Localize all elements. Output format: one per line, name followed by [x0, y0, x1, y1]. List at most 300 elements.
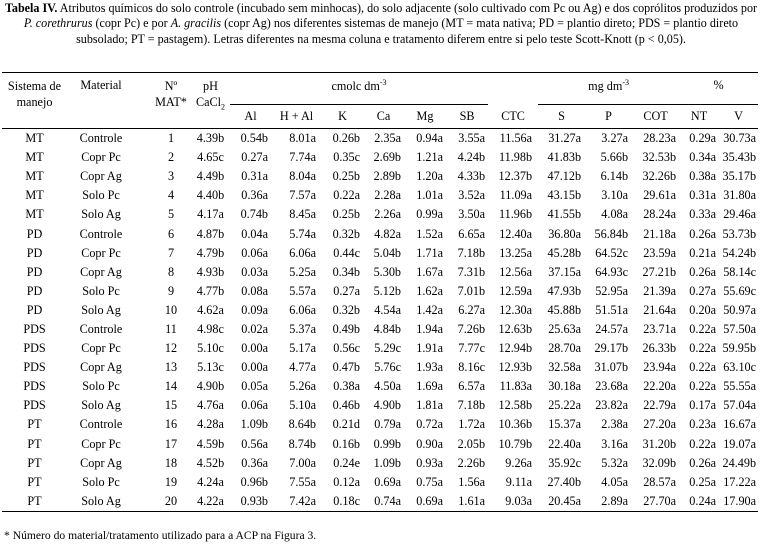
- cell-cot: 23.59a: [643, 245, 677, 260]
- cell-mg: 1.20a: [416, 169, 443, 184]
- cell-nmat: 17: [164, 436, 178, 451]
- cell-p: 2.38a: [601, 417, 629, 432]
- cell-mg: 0.75a: [416, 474, 443, 489]
- header-ph-sub: 2: [221, 102, 226, 112]
- cell-s: 28.70a: [548, 341, 582, 356]
- cell-nt: 0.17a: [689, 398, 717, 413]
- cell-material: Solo Ag: [81, 302, 121, 317]
- cell-mg: 0.69a: [404, 492, 446, 512]
- table-row: [2, 377, 758, 396]
- cell-sistema: PT: [2, 492, 67, 512]
- cell-sistema: PD: [26, 283, 43, 298]
- table-row: [2, 148, 758, 167]
- cell-sb: 7.18b: [457, 398, 486, 413]
- cell-sb: 6.27a: [458, 302, 486, 317]
- cell-p: 3.10a: [601, 188, 629, 203]
- cell-mg: 1.01a: [416, 188, 443, 203]
- cell-mg: 0.99a: [416, 207, 443, 222]
- cell-material: Solo Pc: [82, 283, 120, 298]
- cell-p: 5.32a: [601, 455, 629, 470]
- cell-nt: 0.24a: [679, 492, 719, 512]
- cell-mg: 0.94a: [416, 131, 443, 146]
- cell-mg: 0.90a: [416, 436, 443, 451]
- cell-ctc: 12.63b: [498, 321, 533, 336]
- cell-ctc: 12.58b: [498, 398, 533, 413]
- cell-nt: 0.26a: [689, 264, 717, 279]
- cell-cot: 29.61a: [643, 188, 677, 203]
- cell-p: 31.07b: [594, 360, 629, 375]
- cell-v: 35.43b: [722, 150, 757, 165]
- cell-nt: 0.26a: [689, 455, 717, 470]
- header-mg: Mg: [404, 105, 446, 129]
- cell-al: 0.06a: [241, 245, 268, 260]
- cell-cot: 31.20b: [642, 436, 677, 451]
- header-s: S: [538, 105, 585, 129]
- cell-mg: 1.94a: [416, 321, 443, 336]
- caption-text-1: Atributos químicos do solo controle (incubado sem minhocas), do solo adjacente (solo cultivado com Pc ou Ag) e dos coprólitos produzidos por: [57, 1, 758, 15]
- cell-nmat: 14: [164, 379, 178, 394]
- cell-sistema: PDS: [23, 321, 46, 336]
- cell-al: 0.93b: [230, 492, 271, 512]
- header-k: K: [322, 105, 363, 129]
- cell-cot: 22.79a: [643, 398, 677, 413]
- header-gap: [488, 73, 538, 105]
- cell-al: 1.09b: [240, 417, 268, 432]
- table-row: [2, 473, 758, 492]
- cell-ca: 0.69a: [374, 474, 401, 489]
- cell-ph: 4.59b: [196, 436, 225, 451]
- cell-mg: 1.67a: [416, 264, 443, 279]
- data-table: [2, 72, 758, 512]
- cell-nmat: 3: [167, 169, 175, 184]
- cell-hal: 7.42a: [271, 492, 322, 512]
- cell-material: Solo Pc: [82, 188, 120, 203]
- cell-al: 0.00a: [241, 360, 268, 375]
- cell-cot: 27.70a: [632, 492, 679, 512]
- cell-sistema: PDS: [23, 360, 46, 375]
- cell-ca: 2.26a: [374, 207, 401, 222]
- cell-nmat: 20: [135, 492, 191, 512]
- cell-nmat: 9: [167, 283, 175, 298]
- cell-material: Copr Ag: [80, 455, 122, 470]
- cell-cot: 21.39a: [643, 283, 677, 298]
- cell-sb: 6.65a: [458, 226, 486, 241]
- cell-ctc: 12.40a: [499, 226, 533, 241]
- cell-material: Copr Ag: [80, 264, 122, 279]
- caption-text-3: (copr Ag) nos diferentes sistemas de manejo (MT = mata nativa; PD = plantio direto; PDS = plantio direto subsolado; PT = pastagem). Letras diferentes na mesma coluna e tratamento diferem entre si pelo teste Scott-Knott (p < 0,05).: [76, 16, 739, 46]
- cell-p: 23.68a: [595, 379, 629, 394]
- cell-sb: 7.26b: [457, 321, 486, 336]
- cell-material: Controle: [79, 226, 123, 241]
- cell-material: Copr Pc: [81, 245, 121, 260]
- cell-ca: 4.82a: [374, 226, 401, 241]
- cell-ctc: 13.25a: [499, 245, 533, 260]
- cell-hal: 8.45a: [289, 207, 316, 222]
- cell-ctc: 9.11a: [505, 474, 533, 489]
- cell-cot: 32.26b: [642, 169, 677, 184]
- cell-hal: 7.00a: [289, 455, 316, 470]
- cell-ca: 4.50a: [374, 379, 401, 394]
- cell-nmat: 15: [164, 398, 178, 413]
- cell-p: 64.93c: [595, 264, 629, 279]
- cell-ph: 4.76a: [197, 398, 224, 413]
- cell-v: 17.90a: [719, 492, 758, 512]
- cell-v: 29.46a: [723, 207, 757, 222]
- table-row: [2, 415, 758, 434]
- cell-hal: 8.64b: [288, 417, 316, 432]
- cell-nmat: 12: [164, 341, 178, 356]
- cell-cot: 27.21b: [642, 264, 677, 279]
- cell-ctc: 9.26a: [505, 455, 533, 470]
- cell-hal: 8.74b: [288, 436, 316, 451]
- table-row: [2, 339, 758, 358]
- cell-v: 57.50a: [723, 321, 757, 336]
- cell-mg: 1.42a: [416, 302, 443, 317]
- cell-p: 52.95a: [595, 283, 629, 298]
- cell-ph: 5.13c: [197, 360, 224, 375]
- cell-sistema: PT: [27, 455, 42, 470]
- cell-sb: 4.33b: [457, 169, 486, 184]
- cell-cot: 21.64a: [643, 302, 677, 317]
- cell-p: 56.84b: [594, 226, 629, 241]
- cell-k: 0.49b: [332, 321, 360, 336]
- cell-k: 0.25b: [332, 169, 360, 184]
- cell-ph: 4.79b: [196, 245, 225, 260]
- table-row: [2, 435, 758, 454]
- cell-v: 53.73b: [722, 226, 757, 241]
- cell-v: 24.49b: [722, 455, 757, 470]
- cell-ctc: 11.09a: [499, 188, 533, 203]
- cell-cot: 27.20a: [643, 417, 677, 432]
- cell-ph: 4.49b: [196, 169, 225, 184]
- cell-s: 27.40b: [547, 474, 582, 489]
- cell-s: 43.15b: [547, 188, 582, 203]
- cell-sb: 3.50a: [458, 207, 486, 222]
- cell-p: 51.51a: [595, 302, 629, 317]
- cell-ca: 5.29c: [374, 341, 401, 356]
- cell-p: 3.16a: [601, 436, 629, 451]
- header-al: Al: [230, 105, 271, 129]
- cell-v: 55.69c: [723, 283, 757, 298]
- table-row: [2, 320, 758, 339]
- cell-nt: 0.22a: [689, 360, 717, 375]
- cell-al: 0.05a: [241, 379, 268, 394]
- cell-nmat: 18: [164, 455, 178, 470]
- cell-s: 31.27a: [548, 131, 582, 146]
- cell-ctc: 12.30a: [499, 302, 533, 317]
- table-row: [2, 205, 758, 224]
- cell-nt: 0.25a: [689, 474, 717, 489]
- cell-nt: 0.22a: [689, 379, 717, 394]
- cell-nmat: 4: [167, 188, 175, 203]
- cell-al: 0.56a: [241, 436, 268, 451]
- cell-material: Copr Pc: [81, 436, 121, 451]
- cell-k: 0.12a: [333, 474, 360, 489]
- cell-k: 0.32b: [332, 226, 360, 241]
- header-p: P: [585, 105, 632, 129]
- cell-sistema: PT: [27, 474, 42, 489]
- cell-ctc: 11.56a: [499, 131, 533, 146]
- cell-cot: 32.53b: [642, 150, 677, 165]
- cell-v: 16.67a: [723, 417, 757, 432]
- cell-sistema: PT: [27, 417, 42, 432]
- cell-mg: 1.93a: [416, 360, 443, 375]
- cell-s: 37.15a: [548, 264, 582, 279]
- header-ctc: CTC: [488, 105, 538, 129]
- cell-al: 0.06a: [241, 398, 268, 413]
- cell-nmat: 8: [167, 264, 175, 279]
- table-row: [2, 454, 758, 473]
- cell-sistema: PD: [26, 245, 43, 260]
- cell-ctc: 10.36b: [498, 417, 533, 432]
- cell-ph: 4.93b: [196, 264, 225, 279]
- cell-ph: 4.90b: [196, 379, 225, 394]
- table-row: [2, 301, 758, 320]
- cell-nt: 0.20a: [689, 302, 717, 317]
- cell-v: 35.17b: [722, 169, 757, 184]
- cell-k: 0.47b: [332, 360, 360, 375]
- caption-species-2: A. gracilis: [170, 16, 222, 31]
- cell-ca: 2.35a: [374, 131, 401, 146]
- cell-ca: 0.79a: [374, 417, 401, 432]
- cell-sb: 6.57a: [458, 379, 486, 394]
- cell-mg: 1.91a: [416, 341, 443, 356]
- cell-p: 24.57a: [595, 321, 629, 336]
- cell-hal: 5.17a: [289, 341, 316, 356]
- header-group-cmolc-label: cmolc dm: [331, 79, 380, 94]
- cell-nt: 0.26a: [689, 226, 717, 241]
- table-caption: [4, 1, 758, 47]
- cell-material: Controle: [79, 417, 123, 432]
- cell-s: 25.22a: [548, 398, 582, 413]
- cell-material: Solo Pc: [82, 379, 120, 394]
- cell-mg: 0.93a: [416, 455, 443, 470]
- cell-cot: 26.33b: [642, 341, 677, 356]
- caption-text-2: (copr Pc) e por: [92, 16, 171, 31]
- header-nmat: Nº MAT*: [135, 73, 191, 129]
- cell-cot: 28.24a: [643, 207, 677, 222]
- cell-sistema: MT: [25, 188, 44, 203]
- cell-sistema: PDS: [23, 379, 46, 394]
- cell-nt: 0.33a: [689, 207, 717, 222]
- cell-ph: 4.62a: [197, 302, 224, 317]
- cell-sistema: MT: [25, 150, 44, 165]
- cell-material: Copr Pc: [81, 341, 121, 356]
- cell-al: 0.04a: [241, 226, 268, 241]
- cell-ca: 5.12b: [373, 283, 401, 298]
- cell-material: Solo Ag: [81, 207, 121, 222]
- cell-mg: 1.71a: [416, 245, 443, 260]
- cell-nt: 0.22a: [689, 436, 717, 451]
- cell-al: 0.27a: [241, 150, 268, 165]
- cell-ph: 4.77b: [196, 283, 225, 298]
- cell-material: Copr Ag: [80, 360, 122, 375]
- cell-sistema: PDS: [23, 398, 46, 413]
- cell-ca: 4.84b: [373, 321, 401, 336]
- cell-al: 0.03a: [241, 264, 268, 279]
- cell-sistema: PD: [26, 226, 43, 241]
- cell-mg: 1.62a: [416, 283, 443, 298]
- cell-material: Solo Ag: [67, 492, 135, 512]
- cell-ph: 5.10c: [197, 341, 224, 356]
- table-row: [2, 186, 758, 205]
- cell-v: 59.95b: [722, 341, 757, 356]
- cell-nt: 0.22a: [689, 321, 717, 336]
- header-material: Material: [67, 73, 135, 129]
- cell-cot: 23.71a: [643, 321, 677, 336]
- cell-ctc: 11.96b: [498, 207, 533, 222]
- cell-ctc: 11.83a: [499, 379, 533, 394]
- cell-al: 0.74b: [240, 207, 268, 222]
- cell-nmat: 2: [167, 150, 175, 165]
- cell-nt: 0.23a: [689, 417, 717, 432]
- cell-ph: 4.28a: [197, 417, 224, 432]
- cell-nmat: 10: [164, 302, 178, 317]
- cell-nt: 0.29a: [689, 131, 717, 146]
- cell-ca: 5.76c: [374, 360, 401, 375]
- cell-ctc: 11.98b: [498, 150, 533, 165]
- cell-ph: 4.65c: [197, 150, 224, 165]
- cell-sb: 3.52a: [458, 188, 486, 203]
- header-group-cmolc-sup: -3: [379, 78, 387, 87]
- cell-nmat: 19: [164, 474, 178, 489]
- cell-ca: 2.28a: [374, 188, 401, 203]
- cell-p: 3.27a: [601, 131, 629, 146]
- cell-al: 0.02a: [241, 321, 268, 336]
- header-group-mg: [538, 73, 679, 105]
- cell-v: 50.97a: [723, 302, 757, 317]
- cell-v: 55.55a: [723, 379, 757, 394]
- cell-v: 19.07a: [723, 436, 757, 451]
- cell-k: 0.46b: [332, 398, 360, 413]
- cell-nmat: 7: [167, 245, 175, 260]
- cell-nmat: 11: [165, 321, 177, 336]
- cell-material: Controle: [79, 131, 123, 146]
- cell-k: 0.18c: [322, 492, 363, 512]
- cell-ctc: 12.37b: [498, 169, 533, 184]
- cell-p: 4.05a: [601, 474, 629, 489]
- cell-sistema: MT: [25, 169, 44, 184]
- cell-s: 32.58a: [548, 360, 582, 375]
- cell-material: Copr Ag: [80, 169, 122, 184]
- cell-hal: 5.25a: [289, 264, 316, 279]
- cell-nt: 0.31a: [689, 188, 717, 203]
- header-sistema: Sistema de manejo: [2, 73, 67, 129]
- cell-mg: 1.69a: [416, 379, 443, 394]
- footnote: * Número do material/tratamento utilizado para a ACP na Figura 3.: [4, 529, 317, 542]
- cell-p: 64.52c: [595, 245, 629, 260]
- cell-mg: 0.72a: [416, 417, 443, 432]
- cell-hal: 7.57a: [289, 188, 316, 203]
- cell-s: 45.88b: [547, 302, 582, 317]
- cell-nt: 0.34a: [689, 150, 717, 165]
- cell-p: 6.14b: [600, 169, 629, 184]
- cell-v: 58.14c: [723, 264, 757, 279]
- cell-ctc: 10.79b: [498, 436, 533, 451]
- header-ph-label: pH CaCl: [195, 79, 222, 109]
- cell-s: 41.55b: [547, 207, 582, 222]
- cell-sb: 2.05b: [457, 436, 486, 451]
- caption-label: Tabela IV.: [4, 1, 58, 15]
- cell-ca: 4.54a: [374, 302, 401, 317]
- cell-nmat: 6: [167, 226, 175, 241]
- cell-nmat: 1: [167, 131, 175, 146]
- cell-sb: 4.24b: [457, 150, 486, 165]
- cell-sb: 1.61a: [446, 492, 488, 512]
- cell-p: 29.17b: [594, 341, 629, 356]
- header-hal: H + Al: [271, 105, 322, 129]
- header-ph: [191, 73, 230, 129]
- cell-ca: 0.74a: [363, 492, 404, 512]
- cell-cot: 28.23a: [643, 131, 677, 146]
- cell-hal: 7.55a: [289, 474, 316, 489]
- cell-sistema: PT: [27, 436, 42, 451]
- cell-sb: 8.16c: [458, 360, 486, 375]
- table-row: [2, 492, 758, 512]
- cell-material: Solo Pc: [82, 474, 120, 489]
- cell-k: 0.56c: [333, 341, 360, 356]
- cell-k: 0.21d: [332, 417, 360, 432]
- header-sb: SB: [446, 105, 488, 129]
- cell-v: 17.22a: [723, 474, 757, 489]
- cell-s: 25.63a: [548, 321, 582, 336]
- cell-cot: 23.94a: [643, 360, 677, 375]
- cell-k: 0.27a: [333, 283, 360, 298]
- header-cot: COT: [632, 105, 679, 129]
- table-row: [2, 282, 758, 301]
- cell-ca: 2.89b: [373, 169, 401, 184]
- cell-sistema: PD: [26, 302, 43, 317]
- cell-ca: 2.69b: [373, 150, 401, 165]
- cell-sistema: PD: [26, 264, 43, 279]
- header-group-mg-sup: -3: [622, 78, 629, 87]
- cell-hal: 6.06a: [289, 245, 316, 260]
- cell-hal: 8.01a: [289, 131, 316, 146]
- cell-s: 41.83b: [547, 150, 582, 165]
- cell-k: 0.22a: [333, 188, 360, 203]
- cell-al: 0.09a: [241, 302, 268, 317]
- cell-ctc: 12.56a: [499, 264, 533, 279]
- cell-k: 0.38a: [333, 379, 360, 394]
- cell-material: Copr Pc: [81, 150, 121, 165]
- cell-sistema: MT: [25, 131, 44, 146]
- cell-ph: 4.52b: [196, 455, 225, 470]
- header-nt: NT: [679, 105, 719, 129]
- cell-sb: 7.01b: [457, 283, 486, 298]
- table-row: [2, 396, 758, 415]
- cell-material: Controle: [79, 321, 123, 336]
- cell-v: 54.24b: [722, 245, 757, 260]
- cell-sb: 7.77c: [458, 341, 486, 356]
- cell-nmat: 16: [164, 417, 178, 432]
- cell-k: 0.34b: [332, 264, 360, 279]
- cell-v: 57.04a: [723, 398, 757, 413]
- cell-ca: 5.30b: [373, 264, 401, 279]
- table-body: [2, 129, 758, 512]
- table-row: [2, 129, 758, 149]
- cell-ph: 4.24a: [197, 474, 224, 489]
- header-group-pct: %: [679, 73, 758, 105]
- cell-material: Solo Ag: [81, 398, 121, 413]
- cell-s: 22.40a: [548, 436, 582, 451]
- cell-ca: 5.04b: [373, 245, 401, 260]
- cell-hal: 7.74a: [289, 150, 316, 165]
- cell-al: 0.36a: [241, 455, 268, 470]
- cell-s: 15.37a: [548, 417, 582, 432]
- cell-hal: 8.04a: [289, 169, 316, 184]
- cell-sb: 1.72a: [458, 417, 486, 432]
- cell-v: 30.73a: [723, 131, 757, 146]
